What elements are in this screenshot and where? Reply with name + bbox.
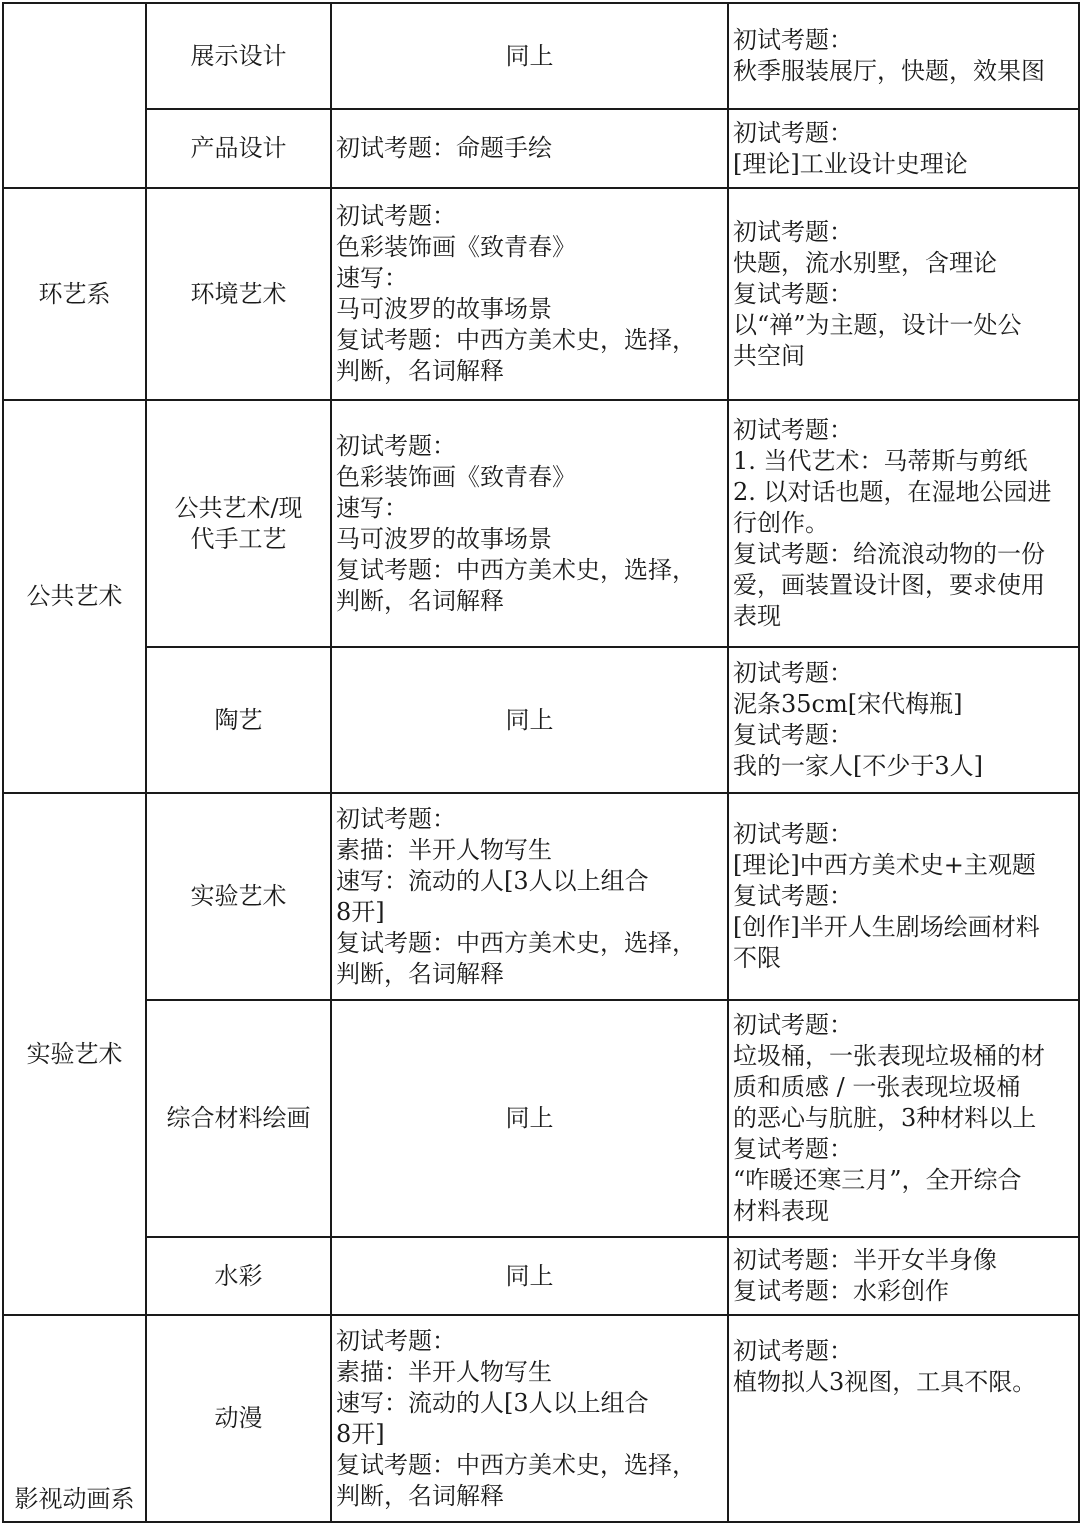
- exam-topic-line: “咋暖还寒三月”，全开综合: [733, 1166, 1022, 1194]
- requirement-line: 判断，名词解释: [336, 959, 504, 988]
- table-row: [3, 109, 1079, 188]
- major-cell: 综合材料绘画: [146, 1000, 331, 1237]
- table-row: [3, 793, 1079, 1000]
- category-cell: [3, 1315, 146, 1522]
- exam-topic-cell: [728, 1315, 1079, 1522]
- exam-topic-line: 复试考题：给流浪动物的一份: [733, 540, 1045, 568]
- exam-topic-cell: [728, 1237, 1079, 1315]
- requirement-line: 8开]: [336, 1419, 385, 1448]
- requirement-line: 同上: [505, 41, 554, 70]
- table-row: [3, 3, 1079, 109]
- exam-topic-line: 的恶心与肮脏，3种材料以上: [733, 1104, 1037, 1132]
- requirement-line: 复试考题：中西方美术史，选择，: [336, 326, 696, 354]
- exam-topic-line: 初试考题：: [733, 26, 853, 54]
- requirement-cell: [331, 188, 728, 400]
- major-cell: 水彩: [146, 1237, 331, 1315]
- requirement-line: 色彩装饰画《致青春》: [336, 462, 576, 491]
- exam-topic-line: 不限: [733, 944, 781, 972]
- requirement-line: 初试考题：: [336, 804, 456, 833]
- exam-topic-cell: [728, 109, 1079, 188]
- exam-topic-cell: [728, 3, 1079, 109]
- exam-topic-line: 1. 当代艺术：马蒂斯与剪纸: [733, 447, 1028, 475]
- requirement-line: 马可波罗的故事场景: [336, 524, 552, 553]
- exam-topic-line: 初试考题：: [733, 217, 853, 246]
- requirement-line: 同上: [505, 1104, 554, 1132]
- exam-topic-line: 爱，画装置设计图，要求使用: [733, 571, 1045, 599]
- requirement-cell: [331, 1315, 728, 1522]
- exam-topic-line: 初试考题：: [733, 1011, 853, 1039]
- exam-topic-line: 植物拟人3视图，工具不限。: [733, 1368, 1037, 1396]
- requirement-line: 同上: [505, 705, 554, 734]
- requirement-line: 初试考题：: [336, 1326, 456, 1355]
- requirement-line: 复试考题：中西方美术史，选择，: [336, 1450, 696, 1479]
- requirement-line: 初试考题：: [336, 202, 456, 230]
- table-row: [3, 1237, 1079, 1315]
- requirement-line: 判断，名词解释: [336, 1481, 504, 1510]
- requirement-line: 素描：半开人物写生: [336, 835, 552, 864]
- table-row: [3, 400, 1079, 647]
- requirement-line: 初试考题：: [336, 431, 456, 460]
- exam-topic-line: 快题，流水别墅，含理论: [733, 248, 997, 277]
- exam-topic-line: 表现: [733, 602, 781, 630]
- major-cell: 展示设计: [146, 3, 331, 109]
- table-row: [3, 647, 1079, 793]
- table-row: [3, 1000, 1079, 1237]
- exam-topic-line: 初试考题：: [733, 416, 853, 444]
- exam-topic-line: 复试考题：: [733, 1135, 853, 1163]
- requirement-cell: [331, 1237, 728, 1315]
- exam-topic-line: 复试考题：水彩创作: [733, 1277, 949, 1305]
- requirement-line: 素描：半开人物写生: [336, 1357, 552, 1386]
- major-cell: 产品设计: [146, 109, 331, 188]
- exam-topic-line: 泥条35cm[宋代梅瓶]: [733, 690, 963, 718]
- exam-topic-cell: [728, 1000, 1079, 1237]
- requirement-line: 复试考题：中西方美术史，选择，: [336, 555, 696, 584]
- exam-topic-line: 初试考题：: [733, 659, 853, 687]
- requirement-line: 速写：流动的人[3人以上组合: [336, 866, 649, 895]
- exam-topic-cell: [728, 647, 1079, 793]
- category-cell: [3, 3, 146, 188]
- table-row: [3, 1315, 1079, 1522]
- exam-topic-cell: [728, 793, 1079, 1000]
- exam-topic-line: 我的一家人[不少于3人]: [733, 752, 983, 780]
- requirement-line: 初试考题：命题手绘: [336, 134, 552, 162]
- category-cell: 公共艺术: [3, 400, 146, 793]
- major-cell: 环境艺术: [146, 188, 331, 400]
- requirement-line: 速写：流动的人[3人以上组合: [336, 1388, 649, 1417]
- category-cell: 实验艺术: [3, 793, 146, 1315]
- exam-topic-line: 材料表现: [733, 1197, 829, 1225]
- exam-topic-line: 秋季服装展厅，快题，效果图: [733, 57, 1045, 85]
- exam-topic-line: 初试考题：: [733, 820, 853, 848]
- requirement-cell: [331, 793, 728, 1000]
- requirement-line: 同上: [505, 1261, 554, 1290]
- exam-topic-line: 初试考题：: [733, 1337, 853, 1365]
- requirement-cell: [331, 400, 728, 647]
- exam-topic-line: 初试考题：: [733, 118, 853, 147]
- exam-table: [2, 2, 1080, 1523]
- table-row: [3, 188, 1079, 400]
- exam-topic-line: 初试考题：半开女半身像: [733, 1246, 997, 1274]
- requirement-cell: [331, 3, 728, 109]
- exam-topic-line: 质和质感 / 一张表现垃圾桶: [733, 1073, 1021, 1101]
- exam-topic-line: 2. 以对话也题，在湿地公园进: [733, 478, 1052, 506]
- major-cell: 公共艺术/现代手工艺: [146, 400, 331, 647]
- requirement-line: 速写：: [336, 264, 408, 292]
- exam-topic-line: [理论]工业设计史理论: [733, 149, 968, 178]
- exam-topic-cell: [728, 400, 1079, 647]
- requirement-line: 判断，名词解释: [336, 357, 504, 385]
- major-cell: 实验艺术: [146, 793, 331, 1000]
- exam-topic-line: 复试考题：: [733, 721, 853, 749]
- category-label: 影视动画系: [14, 1485, 135, 1513]
- requirement-line: 马可波罗的故事场景: [336, 295, 552, 323]
- exam-topic-line: 复试考题：: [733, 882, 853, 910]
- requirement-line: 速写：: [336, 493, 408, 522]
- exam-topic-line: [创作]半开人生剧场绘画材料: [733, 913, 1040, 941]
- category-cell: 环艺系: [3, 188, 146, 400]
- exam-topic-line: 复试考题：: [733, 279, 853, 308]
- requirement-line: 判断，名词解释: [336, 586, 504, 615]
- requirement-line: 复试考题：中西方美术史，选择，: [336, 928, 696, 957]
- exam-topic-line: 共空间: [733, 341, 805, 370]
- exam-topic-line: [理论]中西方美术史+主观题: [733, 851, 1036, 879]
- requirement-cell: [331, 1000, 728, 1237]
- exam-topic-line: 以“禅”为主题，设计一处公: [733, 310, 1022, 339]
- exam-topic-line: 垃圾桶，一张表现垃圾桶的材: [733, 1042, 1045, 1070]
- requirement-cell: [331, 109, 728, 188]
- requirement-cell: [331, 647, 728, 793]
- requirement-line: 色彩装饰画《致青春》: [336, 233, 576, 261]
- exam-topic-line: 行创作。: [733, 509, 829, 537]
- requirement-line: 8开]: [336, 897, 385, 926]
- major-cell: 动漫: [146, 1315, 331, 1522]
- major-cell: 陶艺: [146, 647, 331, 793]
- exam-topic-cell: [728, 188, 1079, 400]
